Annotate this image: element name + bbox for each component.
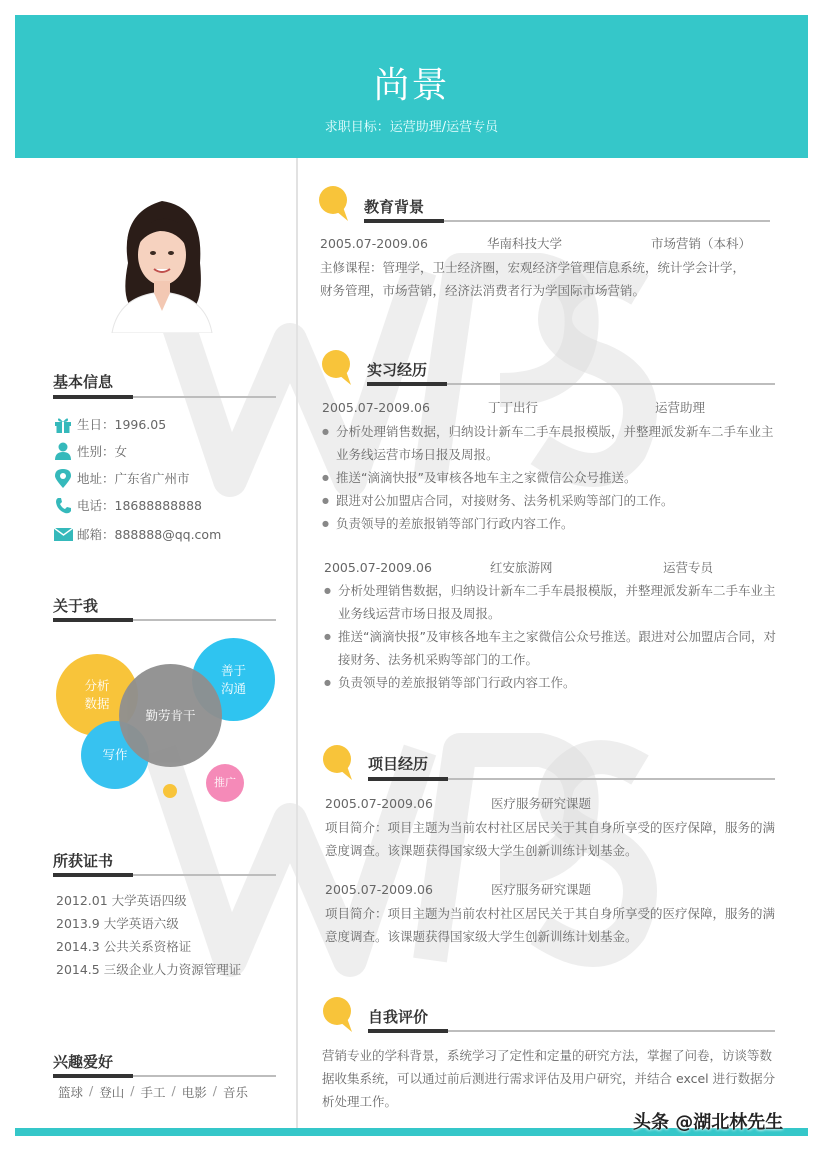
speech-bubble-icon xyxy=(321,349,355,387)
speech-bubble-icon xyxy=(322,744,356,782)
job-bullet: ● 分析处理销售数据，归纳设计新车二手车晨报模版，并整理派发新车二手车业主业务线运营市场日报及周报。 xyxy=(322,420,778,466)
basic-info-title: 基本信息 xyxy=(53,373,114,391)
project-desc: 项目简介：项目主题为当前农村社区居民关于其自身所享受的医疗保障，服务的满意度调查。该课题获得国家级大学生创新训练计划基金。 xyxy=(325,906,776,944)
section-underline xyxy=(368,1030,775,1032)
skill-bubble-analysis-label: 分析 数据 xyxy=(84,678,110,711)
column-divider xyxy=(296,158,298,1128)
source-watermark-text: 头条 @湖北林先生 xyxy=(633,1112,784,1133)
header-banner xyxy=(15,15,808,158)
self-eval-text: 营销专业的学科背景，系统学习了定性和定量的研究方法，掌握了问卷，访谈等数据收集系统，可以通过前后测进行需求评估及用户研究，并结合 excel 进行数据分析处理工作。 xyxy=(322,1048,776,1109)
job-company: 红安旅游网 xyxy=(490,560,553,575)
project-desc: 项目简介：项目主题为当前农村社区居民关于其自身所享受的医疗保障，服务的满意度调查。该课题获得国家级大学生创新训练计划基金。 xyxy=(325,820,776,858)
job-bullet: ● 推送“滴滴快报”及审核各地车主之家微信公众号推送。跟进对公加盟店合同，对接财务、法务机采购等部门的工作。 xyxy=(324,625,780,671)
info-birthday-text: 生日：1996.05 xyxy=(77,417,167,432)
internship-title: 实习经历 xyxy=(367,361,428,379)
education-courses: 主修课程：管理学，卫士经济圈，宏观经济学管理信息系统，统计学会计学， xyxy=(320,260,746,275)
job-role: 运营专员 xyxy=(663,560,714,575)
candidate-name: 尚景 xyxy=(373,65,450,106)
hobbies-title: 兴趣爱好 xyxy=(53,1053,114,1071)
info-address-text: 地址：广东省广州市 xyxy=(77,471,190,486)
skill-bubble-promotion-label: 推广 xyxy=(214,776,236,789)
job-date: 2005.07-2009.06 xyxy=(324,560,432,575)
skill-bubble-promotion xyxy=(206,764,244,802)
education-major: 市场营销（本科） xyxy=(651,236,752,251)
info-email xyxy=(53,524,221,544)
decorative-dot xyxy=(163,784,177,798)
hobby-item: 手工 xyxy=(140,1085,166,1100)
info-gender xyxy=(53,441,127,461)
skill-bubble-diligent-label: 勤劳肯干 xyxy=(145,707,196,723)
job-bullet: ● 分析处理销售数据，归纳设计新车二手车晨报模版，并整理派发新车二手车业主业务线运营市场日报及周报。 xyxy=(324,579,780,625)
cert-item: 2014.3 公共关系资格证 xyxy=(56,939,192,954)
hobby-item: 电影 xyxy=(181,1085,207,1100)
info-gender-text: 性别：女 xyxy=(77,444,128,459)
skill-bubble-diligent xyxy=(119,664,222,767)
section-underline xyxy=(53,619,276,621)
info-phone xyxy=(53,495,202,515)
location-pin-icon xyxy=(53,469,73,487)
job-date: 2005.07-2009.06 xyxy=(322,400,430,415)
person-icon xyxy=(53,442,73,460)
hobby-list: 篮球 / 登山 / 手工 / 电影 / 音乐 xyxy=(58,1083,248,1100)
education-title: 教育背景 xyxy=(364,198,425,216)
project-date: 2005.07-2009.06 xyxy=(325,796,433,811)
job-objective: 求职目标：运营助理/运营专员 xyxy=(324,120,499,135)
section-underline xyxy=(368,778,775,780)
info-phone-text: 电话：18688888888 xyxy=(77,498,202,513)
education-courses-cont: 财务管理，市场营销，经济法消费者行为学国际市场营销。 xyxy=(320,283,646,298)
education-date: 2005.07-2009.06 xyxy=(320,236,428,251)
job-bullet: ● 负责领导的差旅报销等部门行政内容工作。 xyxy=(324,671,780,694)
info-birthday xyxy=(53,414,166,434)
gift-icon xyxy=(53,415,73,433)
project-name: 医疗服务研究课题 xyxy=(491,882,592,897)
speech-bubble-icon xyxy=(322,996,356,1034)
cert-item: 2014.5 三级企业人力资源管理证 xyxy=(56,962,242,977)
section-underline xyxy=(53,874,276,876)
info-email-text: 邮箱：888888@qq.com xyxy=(77,527,222,542)
hobby-item: 音乐 xyxy=(222,1085,248,1100)
project-name: 医疗服务研究课题 xyxy=(491,796,592,811)
job-company: 丁丁出行 xyxy=(488,400,539,415)
hobby-item: 登山 xyxy=(99,1085,125,1100)
hobby-item: 篮球 xyxy=(58,1085,84,1100)
project-date: 2005.07-2009.06 xyxy=(325,882,433,897)
info-address xyxy=(53,468,190,488)
speech-bubble-icon xyxy=(318,185,352,223)
job-bullet: ● 跟进对公加盟店合同，对接财务、法务机采购等部门的工作。 xyxy=(322,489,778,512)
section-underline xyxy=(364,220,770,222)
job-bullet: ● 负责领导的差旅报销等部门行政内容工作。 xyxy=(322,512,778,535)
certs-title: 所获证书 xyxy=(53,852,114,870)
mail-icon xyxy=(53,525,73,543)
cert-item: 2013.9 大学英语六级 xyxy=(56,916,179,931)
cert-item: 2012.01 大学英语四级 xyxy=(56,893,187,908)
skill-bubble-writing-label: 写作 xyxy=(102,747,128,762)
job-role: 运营助理 xyxy=(655,400,706,415)
phone-icon xyxy=(53,496,73,514)
section-underline xyxy=(367,383,775,385)
section-underline xyxy=(53,396,276,398)
avatar xyxy=(108,193,216,333)
job-bullet: ● 推送“滴滴快报”及审核各地车主之家微信公众号推送。 xyxy=(322,466,778,489)
skill-bubble-communication-label: 善于 沟通 xyxy=(220,662,246,696)
about-title: 关于我 xyxy=(53,597,99,615)
self-eval-title: 自我评价 xyxy=(368,1008,429,1026)
education-school: 华南科技大学 xyxy=(487,236,563,251)
projects-title: 项目经历 xyxy=(368,755,429,773)
section-underline xyxy=(53,1075,276,1077)
